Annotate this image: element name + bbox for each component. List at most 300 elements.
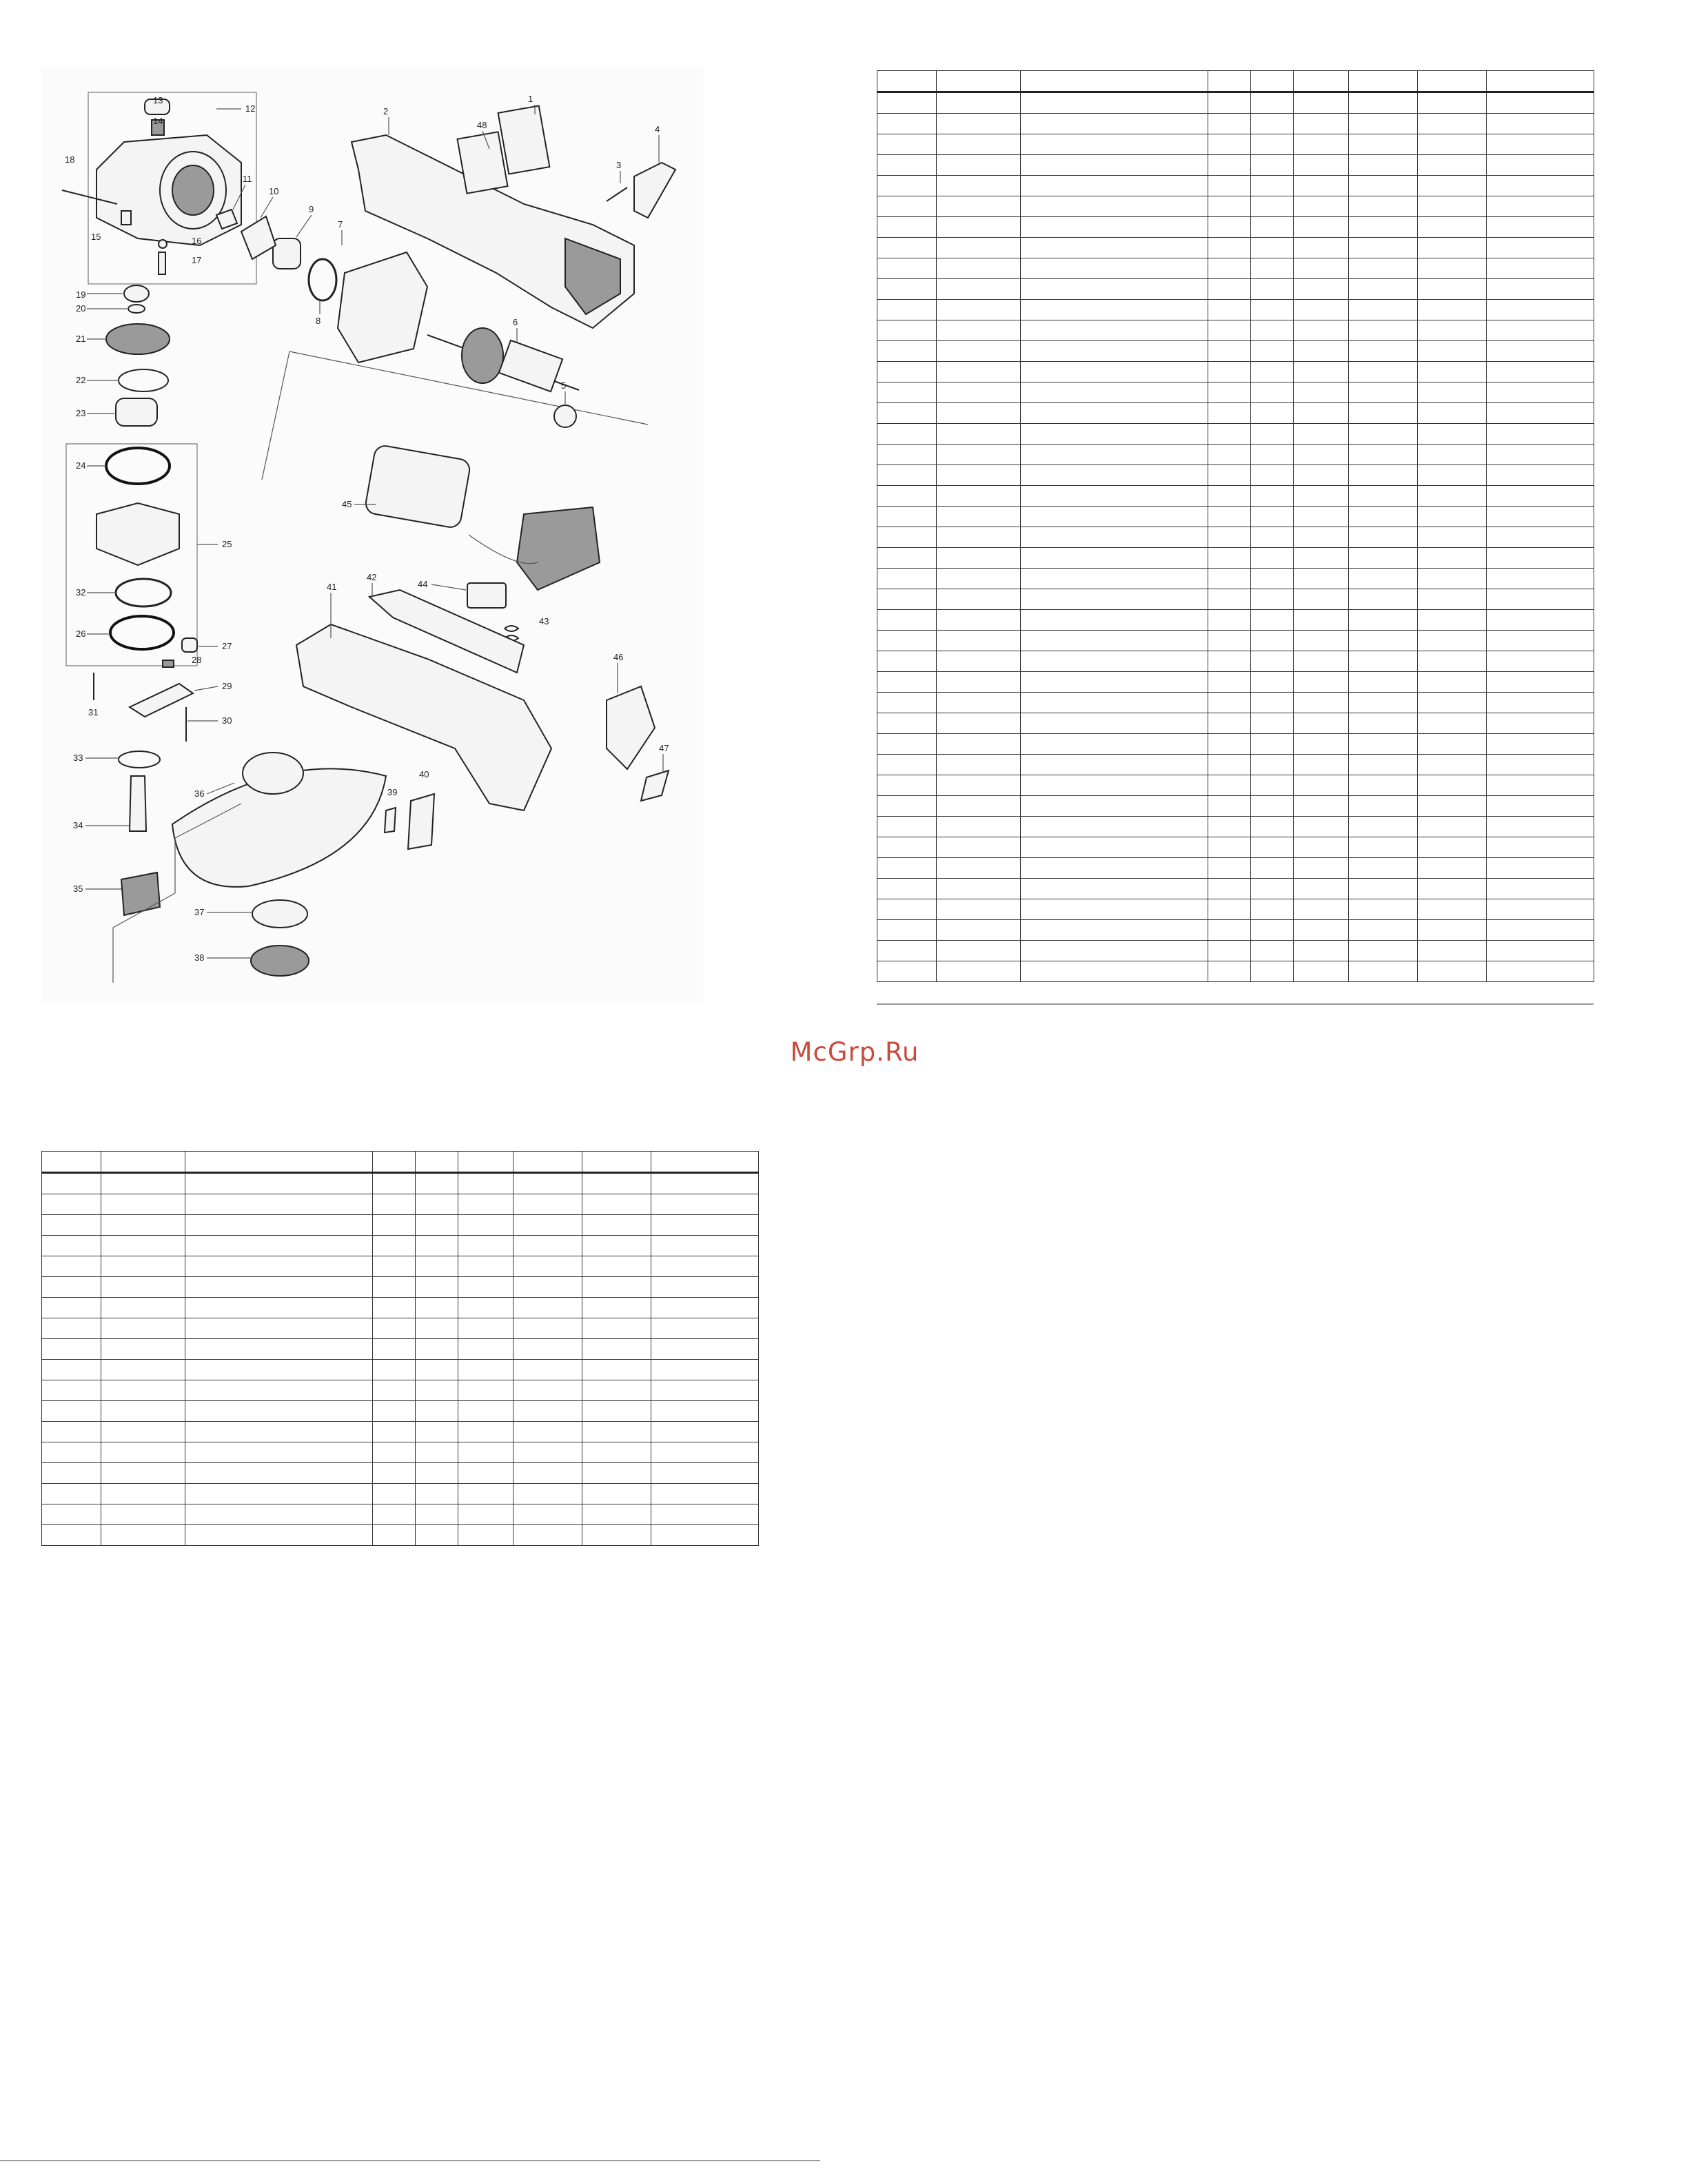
table-cell bbox=[1418, 382, 1487, 403]
table-cell bbox=[1294, 569, 1349, 589]
table-cell bbox=[416, 1152, 458, 1173]
table-cell bbox=[185, 1318, 373, 1339]
table-cell bbox=[373, 1525, 416, 1546]
table-cell bbox=[1208, 941, 1251, 961]
table-cell bbox=[1418, 92, 1487, 114]
table-cell bbox=[416, 1236, 458, 1256]
table-cell bbox=[1487, 589, 1594, 610]
table-cell bbox=[101, 1173, 185, 1194]
callout-17: 17 bbox=[192, 255, 202, 265]
table-cell bbox=[582, 1422, 651, 1442]
table-cell bbox=[1251, 507, 1294, 527]
table-cell bbox=[185, 1298, 373, 1318]
table-cell bbox=[1294, 734, 1349, 755]
table-cell bbox=[937, 713, 1021, 734]
table-cell bbox=[1208, 920, 1251, 941]
bearing-19-part bbox=[124, 285, 149, 302]
table-cell bbox=[1021, 920, 1208, 941]
table-cell bbox=[1251, 465, 1294, 486]
table-cell bbox=[513, 1380, 582, 1401]
table-cell bbox=[1418, 775, 1487, 796]
table-cell bbox=[42, 1194, 101, 1215]
table-cell bbox=[1418, 217, 1487, 238]
table-cell bbox=[937, 196, 1021, 217]
callout-24: 24 bbox=[76, 460, 86, 471]
callout-40: 40 bbox=[419, 769, 429, 779]
table-cell bbox=[1208, 465, 1251, 486]
table-cell bbox=[877, 486, 937, 507]
table-cell bbox=[1251, 300, 1294, 320]
table-cell bbox=[1418, 899, 1487, 920]
table-cell bbox=[513, 1525, 582, 1546]
callout-36: 36 bbox=[194, 788, 205, 799]
table-cell bbox=[651, 1380, 759, 1401]
table-row bbox=[42, 1298, 759, 1318]
table-cell bbox=[1021, 569, 1208, 589]
table-cell bbox=[1349, 196, 1418, 217]
table-cell bbox=[1418, 424, 1487, 445]
table-cell bbox=[185, 1360, 373, 1380]
table-cell bbox=[937, 445, 1021, 465]
table-cell bbox=[513, 1298, 582, 1318]
o-ring-8-part bbox=[309, 259, 336, 300]
table-cell bbox=[1487, 879, 1594, 899]
table-row bbox=[877, 217, 1594, 238]
terminal-46-part bbox=[607, 686, 655, 769]
table-cell bbox=[185, 1152, 373, 1173]
table-cell bbox=[458, 1525, 513, 1546]
table-cell bbox=[1251, 548, 1294, 569]
table-cell bbox=[877, 651, 937, 672]
table-row bbox=[877, 155, 1594, 176]
table-cell bbox=[937, 920, 1021, 941]
table-cell bbox=[1418, 196, 1487, 217]
callout-18: 18 bbox=[65, 154, 75, 165]
table-cell bbox=[373, 1318, 416, 1339]
table-cell bbox=[416, 1298, 458, 1318]
table-row bbox=[877, 713, 1594, 734]
table-cell bbox=[185, 1277, 373, 1298]
table-cell bbox=[937, 424, 1021, 445]
gear-housing-part bbox=[96, 135, 241, 245]
table-cell bbox=[1208, 755, 1251, 775]
table-cell bbox=[1208, 693, 1251, 713]
table-cell bbox=[1208, 258, 1251, 279]
table-cell bbox=[877, 734, 937, 755]
table-cell bbox=[1208, 548, 1251, 569]
table-cell bbox=[42, 1318, 101, 1339]
table-cell bbox=[1021, 382, 1208, 403]
table-cell bbox=[1021, 796, 1208, 817]
callout-6: 6 bbox=[513, 317, 518, 327]
table-cell bbox=[937, 382, 1021, 403]
table-cell bbox=[416, 1442, 458, 1463]
table-row bbox=[877, 445, 1594, 465]
table-row bbox=[877, 362, 1594, 382]
table-cell bbox=[877, 362, 937, 382]
table-cell bbox=[582, 1525, 651, 1546]
table-cell bbox=[1487, 279, 1594, 300]
table-cell bbox=[582, 1318, 651, 1339]
table-cell bbox=[1021, 114, 1208, 134]
table-row bbox=[877, 755, 1594, 775]
table-cell bbox=[1251, 424, 1294, 445]
table-cell bbox=[1294, 755, 1349, 775]
table-cell bbox=[42, 1173, 101, 1194]
table-cell bbox=[937, 258, 1021, 279]
table-cell bbox=[1418, 961, 1487, 982]
table-cell bbox=[1208, 961, 1251, 982]
table-cell bbox=[1021, 755, 1208, 775]
table-cell bbox=[1251, 196, 1294, 217]
table-cell bbox=[42, 1525, 101, 1546]
table-cell bbox=[937, 817, 1021, 837]
table-cell bbox=[101, 1525, 185, 1546]
table-cell bbox=[1418, 734, 1487, 755]
table-row bbox=[877, 631, 1594, 651]
table-cell bbox=[1349, 238, 1418, 258]
table-cell bbox=[1294, 465, 1349, 486]
table-cell bbox=[1418, 320, 1487, 341]
table-cell bbox=[458, 1463, 513, 1484]
table-cell bbox=[373, 1442, 416, 1463]
table-cell bbox=[1418, 71, 1487, 92]
callout-4: 4 bbox=[655, 124, 660, 134]
table-row bbox=[877, 258, 1594, 279]
table-cell bbox=[1208, 341, 1251, 362]
table-row bbox=[877, 279, 1594, 300]
table-cell bbox=[582, 1298, 651, 1318]
table-cell bbox=[937, 279, 1021, 300]
table-row bbox=[42, 1256, 759, 1277]
table-cell bbox=[1251, 445, 1294, 465]
table-cell bbox=[937, 155, 1021, 176]
table-cell bbox=[1487, 486, 1594, 507]
table-cell bbox=[1349, 114, 1418, 134]
table-cell bbox=[101, 1504, 185, 1525]
table-cell bbox=[877, 548, 937, 569]
table-cell bbox=[1487, 300, 1594, 320]
spring-28-part bbox=[163, 660, 174, 667]
table-cell bbox=[101, 1298, 185, 1318]
table-cell bbox=[937, 507, 1021, 527]
table-cell bbox=[513, 1422, 582, 1442]
table-cell bbox=[1021, 320, 1208, 341]
table-cell bbox=[877, 796, 937, 817]
table-cell bbox=[1251, 176, 1294, 196]
table-row bbox=[877, 796, 1594, 817]
table-cell bbox=[373, 1360, 416, 1380]
table-cell bbox=[416, 1173, 458, 1194]
table-cell bbox=[651, 1442, 759, 1463]
table-cell bbox=[651, 1152, 759, 1173]
lock-nut-38-part bbox=[251, 946, 309, 976]
table-cell bbox=[185, 1380, 373, 1401]
table-row bbox=[877, 403, 1594, 424]
table-cell bbox=[877, 817, 937, 837]
table-cell bbox=[1021, 651, 1208, 672]
table-cell bbox=[101, 1256, 185, 1277]
table-cell bbox=[1251, 693, 1294, 713]
table-cell bbox=[937, 755, 1021, 775]
callout-20: 20 bbox=[76, 303, 86, 314]
table-cell bbox=[1349, 734, 1418, 755]
table-cell bbox=[513, 1173, 582, 1194]
table-cell bbox=[1294, 238, 1349, 258]
exploded-parts-diagram bbox=[41, 66, 703, 1003]
table-cell bbox=[416, 1215, 458, 1236]
table-row bbox=[42, 1318, 759, 1339]
table-cell bbox=[513, 1236, 582, 1256]
table-cell bbox=[1208, 486, 1251, 507]
table-cell bbox=[1349, 920, 1418, 941]
callout-2: 2 bbox=[383, 106, 389, 116]
table-cell bbox=[1251, 403, 1294, 424]
table-cell bbox=[1251, 258, 1294, 279]
callout-35: 35 bbox=[73, 884, 83, 894]
table-cell bbox=[1294, 196, 1349, 217]
table-cell bbox=[582, 1152, 651, 1173]
callout-38: 38 bbox=[194, 952, 205, 963]
callout-1: 1 bbox=[528, 94, 533, 104]
table-cell bbox=[1208, 279, 1251, 300]
table-cell bbox=[1294, 941, 1349, 961]
table-cell bbox=[651, 1360, 759, 1380]
table-cell bbox=[513, 1401, 582, 1422]
label-47-part bbox=[641, 770, 669, 801]
watermark-text: McGrp.Ru bbox=[790, 1037, 919, 1067]
callout-31: 31 bbox=[88, 707, 99, 717]
callout-42: 42 bbox=[367, 572, 377, 582]
callout-29: 29 bbox=[222, 681, 232, 691]
table-cell bbox=[937, 403, 1021, 424]
table-cell bbox=[1418, 134, 1487, 155]
table-cell bbox=[1208, 382, 1251, 403]
callout-34: 34 bbox=[73, 820, 83, 830]
table-cell bbox=[1418, 817, 1487, 837]
table-row bbox=[877, 114, 1594, 134]
table-cell bbox=[1208, 71, 1251, 92]
table-cell bbox=[1349, 527, 1418, 548]
table-row bbox=[877, 879, 1594, 899]
table-cell bbox=[1294, 858, 1349, 879]
table-cell bbox=[877, 941, 937, 961]
table-cell bbox=[373, 1256, 416, 1277]
callout-14: 14 bbox=[153, 116, 163, 126]
table-cell bbox=[1208, 610, 1251, 631]
table-cell bbox=[1349, 817, 1418, 837]
table-cell bbox=[1418, 155, 1487, 176]
table-cell bbox=[1251, 941, 1294, 961]
callout-41: 41 bbox=[327, 582, 337, 592]
table-cell bbox=[877, 424, 937, 445]
table-cell bbox=[1487, 961, 1594, 982]
table-cell bbox=[1487, 176, 1594, 196]
table-cell bbox=[1487, 134, 1594, 155]
table-cell bbox=[1251, 672, 1294, 693]
table-row bbox=[877, 92, 1594, 114]
table-cell bbox=[582, 1277, 651, 1298]
table-cell bbox=[1487, 362, 1594, 382]
table-cell bbox=[877, 920, 937, 941]
table-cell bbox=[373, 1422, 416, 1442]
table-row bbox=[877, 961, 1594, 982]
retaining-ring-22-part bbox=[119, 369, 168, 391]
table-cell bbox=[1021, 238, 1208, 258]
buffer-40-part bbox=[408, 794, 434, 849]
table-cell bbox=[1418, 114, 1487, 134]
table-cell bbox=[1208, 589, 1251, 610]
table-cell bbox=[1487, 920, 1594, 941]
table-cell bbox=[1487, 238, 1594, 258]
callout-8: 8 bbox=[316, 316, 321, 326]
table-cell bbox=[1251, 879, 1294, 899]
table-cell bbox=[877, 713, 937, 734]
table-cell bbox=[582, 1360, 651, 1380]
table-cell bbox=[937, 672, 1021, 693]
table-cell bbox=[1349, 879, 1418, 899]
table-cell bbox=[1251, 486, 1294, 507]
table-cell bbox=[1487, 341, 1594, 362]
table-cell bbox=[1418, 651, 1487, 672]
table-cell bbox=[582, 1256, 651, 1277]
table-cell bbox=[582, 1194, 651, 1215]
page-footer-rule bbox=[0, 2160, 820, 2161]
table-cell bbox=[1349, 837, 1418, 858]
table-cell bbox=[1294, 424, 1349, 445]
table-cell bbox=[458, 1152, 513, 1173]
table-cell bbox=[416, 1380, 458, 1401]
table-cell bbox=[42, 1463, 101, 1484]
callout-23: 23 bbox=[76, 408, 86, 418]
table-cell bbox=[101, 1463, 185, 1484]
table-cell bbox=[1021, 300, 1208, 320]
table-cell bbox=[42, 1504, 101, 1525]
table-cell bbox=[1021, 527, 1208, 548]
table-cell bbox=[416, 1360, 458, 1380]
table-cell bbox=[458, 1194, 513, 1215]
table-cell bbox=[1021, 507, 1208, 527]
table-cell bbox=[1487, 527, 1594, 548]
table-cell bbox=[458, 1422, 513, 1442]
table-cell bbox=[458, 1298, 513, 1318]
table-cell bbox=[1487, 755, 1594, 775]
table-cell bbox=[1349, 961, 1418, 982]
table-cell bbox=[1487, 631, 1594, 651]
ring-32-part bbox=[116, 579, 171, 606]
table-cell bbox=[1418, 362, 1487, 382]
table-cell bbox=[458, 1442, 513, 1463]
table-cell bbox=[416, 1256, 458, 1277]
table-cell bbox=[1208, 114, 1251, 134]
table-cell bbox=[1294, 961, 1349, 982]
table-cell bbox=[1294, 527, 1349, 548]
table-cell bbox=[1021, 196, 1208, 217]
table-cell bbox=[1251, 713, 1294, 734]
table-cell bbox=[877, 114, 937, 134]
table-row bbox=[42, 1360, 759, 1380]
table-cell bbox=[458, 1380, 513, 1401]
table-cell bbox=[1021, 610, 1208, 631]
table-cell bbox=[1208, 196, 1251, 217]
table-cell bbox=[1294, 92, 1349, 114]
callout-45: 45 bbox=[342, 499, 352, 509]
table-cell bbox=[1208, 238, 1251, 258]
table-cell bbox=[185, 1422, 373, 1442]
table-cell bbox=[513, 1215, 582, 1236]
table-cell bbox=[877, 527, 937, 548]
table-cell bbox=[651, 1339, 759, 1360]
armature-part bbox=[427, 328, 579, 391]
table-cell bbox=[416, 1318, 458, 1339]
table-cell bbox=[1294, 817, 1349, 837]
table-cell bbox=[937, 941, 1021, 961]
table-cell bbox=[1349, 403, 1418, 424]
table-cell bbox=[582, 1173, 651, 1194]
table-row bbox=[877, 507, 1594, 527]
table-cell bbox=[1418, 548, 1487, 569]
label-48-part bbox=[458, 132, 508, 193]
table-cell bbox=[1251, 651, 1294, 672]
table-cell bbox=[373, 1463, 416, 1484]
table-cell bbox=[937, 114, 1021, 134]
table-cell bbox=[1251, 610, 1294, 631]
table-cell bbox=[651, 1504, 759, 1525]
table-cell bbox=[937, 631, 1021, 651]
callout-3: 3 bbox=[616, 160, 622, 170]
table-row bbox=[42, 1401, 759, 1422]
table-cell bbox=[1487, 114, 1594, 134]
table-cell bbox=[1294, 713, 1349, 734]
table-cell bbox=[1487, 424, 1594, 445]
table-cell bbox=[1208, 320, 1251, 341]
table-cell bbox=[1021, 176, 1208, 196]
table-cell bbox=[458, 1401, 513, 1422]
table-cell bbox=[513, 1484, 582, 1504]
table-cell bbox=[373, 1152, 416, 1173]
parts-list-table-top bbox=[877, 70, 1594, 982]
table-row bbox=[877, 899, 1594, 920]
table-cell bbox=[1251, 217, 1294, 238]
knob-27-part bbox=[182, 638, 197, 652]
table-cell bbox=[1208, 879, 1251, 899]
table-cell bbox=[1294, 155, 1349, 176]
table-cell bbox=[1487, 837, 1594, 858]
table-row bbox=[877, 672, 1594, 693]
table-cell bbox=[185, 1194, 373, 1215]
table-cell bbox=[1251, 817, 1294, 837]
label-39-part bbox=[385, 808, 396, 833]
table-cell bbox=[651, 1256, 759, 1277]
table-cell bbox=[1294, 548, 1349, 569]
table-cell bbox=[1251, 527, 1294, 548]
table-cell bbox=[1021, 693, 1208, 713]
table-cell bbox=[513, 1360, 582, 1380]
table-cell bbox=[1021, 465, 1208, 486]
table-cell bbox=[1208, 631, 1251, 651]
table-cell bbox=[1418, 610, 1487, 631]
table-cell bbox=[1294, 279, 1349, 300]
table-row bbox=[877, 837, 1594, 858]
table-cell bbox=[1251, 155, 1294, 176]
table-cell bbox=[651, 1422, 759, 1442]
table-cell bbox=[1251, 382, 1294, 403]
table-cell bbox=[1418, 341, 1487, 362]
table-cell bbox=[42, 1298, 101, 1318]
table-cell bbox=[651, 1277, 759, 1298]
table-cell bbox=[185, 1215, 373, 1236]
table-cell bbox=[937, 879, 1021, 899]
